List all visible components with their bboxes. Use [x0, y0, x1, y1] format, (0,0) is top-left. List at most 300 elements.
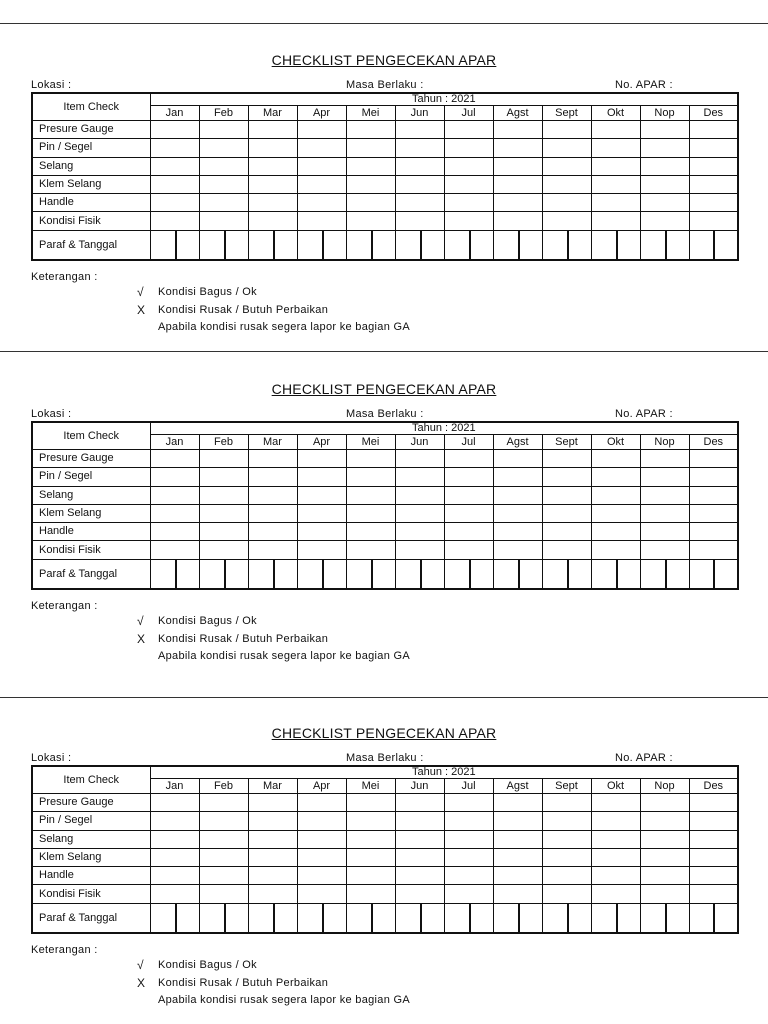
- check-cell[interactable]: [199, 157, 248, 175]
- check-cell[interactable]: [640, 812, 689, 830]
- check-cell[interactable]: [640, 541, 689, 559]
- check-cell[interactable]: [493, 885, 542, 903]
- check-cell[interactable]: [493, 157, 542, 175]
- check-cell[interactable]: [689, 121, 738, 139]
- check-cell[interactable]: [444, 121, 493, 139]
- check-cell[interactable]: [199, 885, 248, 903]
- check-cell[interactable]: [150, 450, 199, 468]
- check-cell[interactable]: [199, 541, 248, 559]
- check-cell[interactable]: [493, 541, 542, 559]
- check-cell[interactable]: [493, 468, 542, 486]
- check-cell[interactable]: [199, 867, 248, 885]
- check-cell[interactable]: [591, 830, 640, 848]
- divider-2: [0, 697, 768, 698]
- check-cell[interactable]: [591, 504, 640, 522]
- month-header: Agst: [493, 106, 542, 121]
- check-cell[interactable]: [640, 121, 689, 139]
- check-cell[interactable]: [493, 848, 542, 866]
- check-cell[interactable]: [542, 157, 591, 175]
- check-cell[interactable]: [591, 523, 640, 541]
- month-header: Jul: [444, 779, 493, 794]
- check-cell[interactable]: [689, 523, 738, 541]
- check-cell[interactable]: [150, 468, 199, 486]
- paraf-cell[interactable]: [542, 230, 591, 260]
- paraf-cell[interactable]: [542, 903, 591, 933]
- check-cell[interactable]: [150, 830, 199, 848]
- check-cell[interactable]: [150, 486, 199, 504]
- check-cell[interactable]: [689, 541, 738, 559]
- paraf-cell[interactable]: [297, 559, 346, 589]
- check-cell[interactable]: [640, 830, 689, 848]
- check-cell[interactable]: [395, 885, 444, 903]
- check-cell[interactable]: [150, 794, 199, 812]
- check-cell[interactable]: [346, 867, 395, 885]
- legend-rusak-text: Kondisi Rusak / Butuh Perbaikan: [158, 632, 329, 645]
- paraf-cell[interactable]: [346, 230, 395, 260]
- check-cell[interactable]: [689, 450, 738, 468]
- check-cell[interactable]: [640, 867, 689, 885]
- check-cell[interactable]: [395, 450, 444, 468]
- check-cell[interactable]: [444, 194, 493, 212]
- paraf-cell[interactable]: [689, 559, 738, 589]
- item-check-header: Item Check: [32, 766, 150, 794]
- check-cell[interactable]: [689, 486, 738, 504]
- item-label: Kondisi Fisik: [32, 212, 150, 230]
- paraf-split-divider: [665, 904, 667, 933]
- check-cell[interactable]: [297, 450, 346, 468]
- check-cell[interactable]: [248, 194, 297, 212]
- check-cell[interactable]: [297, 468, 346, 486]
- check-cell[interactable]: [297, 830, 346, 848]
- check-cell[interactable]: [542, 450, 591, 468]
- paraf-cell[interactable]: [346, 559, 395, 589]
- check-cell[interactable]: [689, 848, 738, 866]
- check-cell[interactable]: [493, 486, 542, 504]
- check-cell[interactable]: [444, 541, 493, 559]
- check-cell[interactable]: [640, 139, 689, 157]
- check-cell[interactable]: [542, 175, 591, 193]
- check-cell[interactable]: [395, 157, 444, 175]
- check-cell[interactable]: [591, 541, 640, 559]
- check-cell[interactable]: [199, 194, 248, 212]
- paraf-split-divider: [518, 560, 520, 589]
- paraf-cell[interactable]: [199, 230, 248, 260]
- check-cell[interactable]: [395, 794, 444, 812]
- check-cell[interactable]: [395, 504, 444, 522]
- check-cell[interactable]: [542, 830, 591, 848]
- check-cell[interactable]: [297, 175, 346, 193]
- paraf-cell[interactable]: [493, 230, 542, 260]
- check-cell[interactable]: [493, 194, 542, 212]
- check-cell[interactable]: [689, 794, 738, 812]
- item-label: Pin / Segel: [32, 139, 150, 157]
- check-cell[interactable]: [493, 450, 542, 468]
- check-cell[interactable]: [346, 121, 395, 139]
- check-cell[interactable]: [444, 812, 493, 830]
- check-cell[interactable]: [150, 194, 199, 212]
- item-row: [32, 450, 738, 468]
- masa-berlaku-label: Masa Berlaku :: [346, 79, 424, 91]
- check-cell[interactable]: [199, 450, 248, 468]
- check-cell[interactable]: [297, 139, 346, 157]
- item-label: Pin / Segel: [32, 812, 150, 830]
- month-header: Jun: [395, 779, 444, 794]
- paraf-cell[interactable]: [444, 903, 493, 933]
- check-cell[interactable]: [542, 121, 591, 139]
- check-cell[interactable]: [248, 450, 297, 468]
- legend-rusak-text: Kondisi Rusak / Butuh Perbaikan: [158, 303, 329, 316]
- check-cell[interactable]: [199, 121, 248, 139]
- check-cell[interactable]: [199, 794, 248, 812]
- check-cell[interactable]: [346, 794, 395, 812]
- check-cell[interactable]: [493, 523, 542, 541]
- check-cell[interactable]: [297, 848, 346, 866]
- check-cell[interactable]: [689, 812, 738, 830]
- check-cell[interactable]: [395, 175, 444, 193]
- check-cell[interactable]: [395, 812, 444, 830]
- check-cell[interactable]: [346, 830, 395, 848]
- check-cell[interactable]: [493, 867, 542, 885]
- paraf-row: [32, 230, 738, 260]
- check-cell[interactable]: [542, 504, 591, 522]
- check-cell[interactable]: [591, 812, 640, 830]
- check-cell[interactable]: [640, 157, 689, 175]
- month-header: Des: [689, 106, 738, 121]
- check-cell[interactable]: [591, 157, 640, 175]
- paraf-cell[interactable]: [248, 903, 297, 933]
- check-cell[interactable]: [444, 885, 493, 903]
- check-cell[interactable]: [689, 885, 738, 903]
- check-cell[interactable]: [199, 139, 248, 157]
- check-cell[interactable]: [493, 794, 542, 812]
- paraf-cell[interactable]: [640, 903, 689, 933]
- check-cell[interactable]: [297, 541, 346, 559]
- check-cell[interactable]: [444, 212, 493, 230]
- checklist-table: [31, 765, 739, 934]
- note-text: Apabila kondisi rusak segera lapor ke bagian GA: [158, 649, 410, 662]
- check-cell[interactable]: [542, 523, 591, 541]
- check-cell[interactable]: [395, 523, 444, 541]
- check-cell[interactable]: [395, 212, 444, 230]
- check-cell[interactable]: [297, 812, 346, 830]
- check-cell[interactable]: [689, 157, 738, 175]
- check-cell[interactable]: [346, 194, 395, 212]
- check-cell[interactable]: [248, 212, 297, 230]
- check-cell[interactable]: [689, 212, 738, 230]
- check-cell[interactable]: [199, 812, 248, 830]
- check-cell[interactable]: [248, 523, 297, 541]
- paraf-split-divider: [322, 560, 324, 589]
- check-cell[interactable]: [297, 523, 346, 541]
- check-cell[interactable]: [346, 212, 395, 230]
- check-cell[interactable]: [248, 468, 297, 486]
- check-cell[interactable]: [297, 212, 346, 230]
- paraf-row: [32, 559, 738, 589]
- check-cell[interactable]: [395, 541, 444, 559]
- paraf-cell[interactable]: [640, 559, 689, 589]
- check-symbol-icon: √: [137, 957, 144, 972]
- check-cell[interactable]: [150, 121, 199, 139]
- check-cell[interactable]: [444, 830, 493, 848]
- check-cell[interactable]: [297, 794, 346, 812]
- check-cell[interactable]: [591, 450, 640, 468]
- check-cell[interactable]: [689, 175, 738, 193]
- check-cell[interactable]: [248, 541, 297, 559]
- check-cell[interactable]: [395, 867, 444, 885]
- item-row: [32, 812, 738, 830]
- paraf-cell[interactable]: [395, 559, 444, 589]
- paraf-cell[interactable]: [150, 559, 199, 589]
- check-cell[interactable]: [248, 139, 297, 157]
- paraf-cell[interactable]: [640, 230, 689, 260]
- check-cell[interactable]: [542, 867, 591, 885]
- check-cell[interactable]: [444, 139, 493, 157]
- paraf-cell[interactable]: [199, 559, 248, 589]
- paraf-cell[interactable]: [444, 559, 493, 589]
- check-cell[interactable]: [591, 848, 640, 866]
- check-cell[interactable]: [493, 830, 542, 848]
- check-cell[interactable]: [444, 867, 493, 885]
- item-check-header: Item Check: [32, 93, 150, 121]
- check-cell[interactable]: [395, 830, 444, 848]
- check-cell[interactable]: [150, 541, 199, 559]
- paraf-cell[interactable]: [591, 559, 640, 589]
- check-cell[interactable]: [689, 468, 738, 486]
- check-cell[interactable]: [199, 175, 248, 193]
- check-cell[interactable]: [199, 212, 248, 230]
- check-cell[interactable]: [542, 194, 591, 212]
- paraf-row: [32, 903, 738, 933]
- check-cell[interactable]: [248, 867, 297, 885]
- paraf-cell[interactable]: [444, 230, 493, 260]
- check-cell[interactable]: [248, 812, 297, 830]
- check-cell[interactable]: [395, 486, 444, 504]
- check-cell[interactable]: [444, 486, 493, 504]
- check-cell[interactable]: [346, 848, 395, 866]
- check-cell[interactable]: [542, 468, 591, 486]
- check-cell[interactable]: [395, 848, 444, 866]
- check-cell[interactable]: [591, 885, 640, 903]
- paraf-cell[interactable]: [591, 230, 640, 260]
- paraf-cell[interactable]: [689, 230, 738, 260]
- check-cell[interactable]: [542, 885, 591, 903]
- check-cell[interactable]: [444, 848, 493, 866]
- check-cell[interactable]: [346, 812, 395, 830]
- check-cell[interactable]: [297, 486, 346, 504]
- paraf-cell[interactable]: [493, 903, 542, 933]
- check-cell[interactable]: [444, 504, 493, 522]
- paraf-cell[interactable]: [346, 903, 395, 933]
- paraf-cell[interactable]: [591, 903, 640, 933]
- check-cell[interactable]: [395, 121, 444, 139]
- check-cell[interactable]: [640, 523, 689, 541]
- check-cell[interactable]: [346, 139, 395, 157]
- paraf-cell[interactable]: [493, 559, 542, 589]
- paraf-cell[interactable]: [297, 230, 346, 260]
- check-cell[interactable]: [493, 121, 542, 139]
- check-cell[interactable]: [640, 212, 689, 230]
- check-cell[interactable]: [640, 175, 689, 193]
- note-text: Apabila kondisi rusak segera lapor ke bagian GA: [158, 993, 410, 1006]
- check-cell[interactable]: [640, 794, 689, 812]
- check-cell[interactable]: [542, 541, 591, 559]
- check-cell[interactable]: [542, 848, 591, 866]
- check-cell[interactable]: [689, 194, 738, 212]
- check-cell[interactable]: [248, 175, 297, 193]
- check-cell[interactable]: [346, 523, 395, 541]
- paraf-cell[interactable]: [395, 903, 444, 933]
- paraf-cell[interactable]: [297, 903, 346, 933]
- month-header: Feb: [199, 106, 248, 121]
- check-cell[interactable]: [297, 504, 346, 522]
- no-apar-label: No. APAR :: [615, 79, 673, 91]
- check-cell[interactable]: [640, 848, 689, 866]
- check-cell[interactable]: [542, 794, 591, 812]
- check-cell[interactable]: [591, 794, 640, 812]
- paraf-cell[interactable]: [150, 903, 199, 933]
- check-cell[interactable]: [150, 139, 199, 157]
- check-cell[interactable]: [689, 830, 738, 848]
- month-header: Nop: [640, 435, 689, 450]
- paraf-cell[interactable]: [199, 903, 248, 933]
- check-cell[interactable]: [689, 867, 738, 885]
- check-cell[interactable]: [150, 504, 199, 522]
- check-cell[interactable]: [591, 139, 640, 157]
- check-cell[interactable]: [150, 812, 199, 830]
- check-cell[interactable]: [444, 794, 493, 812]
- paraf-cell[interactable]: [395, 230, 444, 260]
- check-cell[interactable]: [640, 504, 689, 522]
- check-cell[interactable]: [248, 157, 297, 175]
- check-cell[interactable]: [150, 212, 199, 230]
- check-cell[interactable]: [689, 504, 738, 522]
- check-cell[interactable]: [150, 848, 199, 866]
- check-cell[interactable]: [444, 175, 493, 193]
- check-cell[interactable]: [150, 175, 199, 193]
- check-cell[interactable]: [444, 450, 493, 468]
- item-row: [32, 212, 738, 230]
- paraf-label: Paraf & Tanggal: [32, 903, 150, 933]
- check-cell[interactable]: [248, 121, 297, 139]
- check-symbol-icon: √: [137, 613, 144, 628]
- paraf-cell[interactable]: [248, 559, 297, 589]
- check-cell[interactable]: [444, 468, 493, 486]
- check-cell[interactable]: [493, 504, 542, 522]
- check-cell[interactable]: [199, 486, 248, 504]
- check-cell[interactable]: [395, 468, 444, 486]
- check-cell[interactable]: [640, 486, 689, 504]
- check-cell[interactable]: [493, 139, 542, 157]
- check-cell[interactable]: [297, 157, 346, 175]
- paraf-cell[interactable]: [542, 559, 591, 589]
- check-cell[interactable]: [346, 885, 395, 903]
- check-cell[interactable]: [640, 468, 689, 486]
- check-cell[interactable]: [248, 830, 297, 848]
- check-cell[interactable]: [640, 885, 689, 903]
- check-cell[interactable]: [689, 139, 738, 157]
- check-cell[interactable]: [542, 812, 591, 830]
- check-cell[interactable]: [248, 504, 297, 522]
- check-cell[interactable]: [297, 194, 346, 212]
- check-cell[interactable]: [395, 194, 444, 212]
- check-cell[interactable]: [248, 486, 297, 504]
- check-cell[interactable]: [150, 885, 199, 903]
- paraf-cell[interactable]: [689, 903, 738, 933]
- check-cell[interactable]: [542, 486, 591, 504]
- check-cell[interactable]: [248, 848, 297, 866]
- check-cell[interactable]: [542, 139, 591, 157]
- check-cell[interactable]: [444, 157, 493, 175]
- check-cell[interactable]: [346, 468, 395, 486]
- check-cell[interactable]: [591, 175, 640, 193]
- month-header: Feb: [199, 435, 248, 450]
- check-cell[interactable]: [346, 486, 395, 504]
- check-cell[interactable]: [346, 450, 395, 468]
- item-label: Kondisi Fisik: [32, 885, 150, 903]
- paraf-split-divider: [518, 231, 520, 260]
- check-cell[interactable]: [346, 157, 395, 175]
- item-label: Presure Gauge: [32, 121, 150, 139]
- check-cell[interactable]: [493, 812, 542, 830]
- check-cell[interactable]: [199, 523, 248, 541]
- check-cell[interactable]: [199, 830, 248, 848]
- paraf-cell[interactable]: [248, 230, 297, 260]
- item-label: Klem Selang: [32, 504, 150, 522]
- check-cell[interactable]: [591, 121, 640, 139]
- month-header: Mei: [346, 435, 395, 450]
- check-cell[interactable]: [542, 212, 591, 230]
- check-cell[interactable]: [150, 157, 199, 175]
- item-label: Selang: [32, 486, 150, 504]
- check-cell[interactable]: [199, 848, 248, 866]
- check-cell[interactable]: [346, 541, 395, 559]
- check-cell[interactable]: [346, 175, 395, 193]
- month-header: Agst: [493, 435, 542, 450]
- keterangan-label: Keterangan :: [31, 943, 98, 956]
- check-cell[interactable]: [346, 504, 395, 522]
- check-cell[interactable]: [640, 194, 689, 212]
- tahun-header: Tahun : 2021: [150, 766, 738, 779]
- item-label: Presure Gauge: [32, 794, 150, 812]
- check-cell[interactable]: [297, 867, 346, 885]
- check-cell[interactable]: [591, 468, 640, 486]
- month-header: Okt: [591, 106, 640, 121]
- paraf-split-divider: [469, 560, 471, 589]
- check-cell[interactable]: [591, 867, 640, 885]
- check-cell[interactable]: [493, 175, 542, 193]
- check-cell[interactable]: [150, 867, 199, 885]
- check-cell[interactable]: [591, 486, 640, 504]
- check-cell[interactable]: [395, 139, 444, 157]
- check-cell[interactable]: [199, 468, 248, 486]
- check-cell[interactable]: [248, 794, 297, 812]
- paraf-split-divider: [420, 904, 422, 933]
- check-cell[interactable]: [591, 212, 640, 230]
- check-cell[interactable]: [493, 212, 542, 230]
- check-cell[interactable]: [297, 885, 346, 903]
- check-cell[interactable]: [248, 885, 297, 903]
- check-cell[interactable]: [444, 523, 493, 541]
- check-cell[interactable]: [591, 194, 640, 212]
- check-cell[interactable]: [199, 504, 248, 522]
- paraf-cell[interactable]: [150, 230, 199, 260]
- check-cell[interactable]: [640, 450, 689, 468]
- paraf-split-divider: [224, 231, 226, 260]
- paraf-split-divider: [665, 231, 667, 260]
- form-title: CHECKLIST PENGECEKAN APAR: [271, 725, 497, 741]
- check-cell[interactable]: [297, 121, 346, 139]
- check-cell[interactable]: [150, 523, 199, 541]
